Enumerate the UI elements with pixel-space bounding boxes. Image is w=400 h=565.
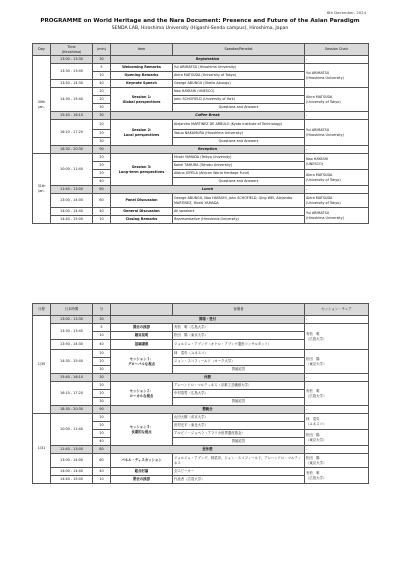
min-cell: 90 [93,406,111,414]
time-cell: 14:00 - 14:40 [51,468,93,476]
speaker-cell: 山田大樹（帝京大学） [173,414,305,422]
min-cell: 20 [93,390,111,398]
item-cell: パネル・ディスカッション [111,454,173,468]
chair-cell: 松田 陽 （東京大学） [305,350,369,374]
speaker-cell: 質疑応答 [173,398,305,406]
speaker-cell: Questions and Answers [173,138,305,146]
min-cell: 20 [93,170,111,178]
chair-cell: 有松 唯 （広島大学） [305,382,369,406]
table-row [33,112,369,120]
time-cell: 15:40 - 16:10 [51,112,93,120]
table-row [33,350,369,358]
speaker-cell: 質疑応答 [173,438,305,446]
table-row [33,406,369,414]
item-cell: Registration [111,56,305,64]
item-cell: 開会の挨拶 [111,324,173,332]
speaker-cell: George ABUNGU (Okello Abungu) [173,80,305,88]
min-cell: 40 [93,80,111,88]
header-min: 分 [93,304,111,316]
table-row [33,194,369,208]
header-speaker: 登壇者 [173,304,305,316]
speaker-cell: All speakers [173,208,305,216]
speaker-cell: John SCHOFIELD (University of York) [173,96,305,104]
programme-table-english [32,43,369,224]
time-cell: 15:40 - 16:10 [51,374,93,382]
chair-cell: 松田 陽 （東京大学） [305,430,369,446]
chair-cell: - [305,112,369,120]
min-cell: 30 [93,374,111,382]
item-cell: 昼休憩 [111,446,305,454]
header-min: (min) [93,44,111,56]
header-item: Item [111,44,173,56]
min-cell: 80 [93,186,111,194]
min-cell: 60 [93,194,111,208]
chair-cell: Yui ARIMATSU (Hiroshima University) [305,208,369,224]
speaker-cell: 代表者（広島大学） [173,476,305,484]
time-cell: 13:00 - 13:30 [51,316,93,324]
table-row [33,56,369,64]
item-cell: セッション３： 長期的な視点 [111,414,173,446]
table-row [33,446,369,454]
time-cell: 18:30 - 20:30 [51,146,93,154]
speaker-cell: Alejandro MARTINEZ DE ARBULO (Kyoto Institute of Technology) [173,120,305,130]
speaker-cell: Questions and Answers [173,104,305,112]
min-cell: 40 [93,438,111,446]
chair-cell: - [305,146,369,154]
header-time: Time (Hiroshima) [51,44,93,56]
header-speaker: Speaker/Panelist [173,44,305,56]
min-cell: 30 [93,56,111,64]
speaker-cell: Akira MATSUDA (University of Tokyo) [173,72,305,80]
min-cell: 20 [93,154,111,162]
time-cell: 11:40 - 13:00 [51,186,93,194]
speaker-cell: ジョン・スコフィールド（ヨーク大学） [173,358,305,366]
chair-cell: 有松 唯 （広島大学） [305,324,369,350]
min-cell: 30 [93,104,111,112]
min-cell: 10 [93,72,111,80]
item-cell: Opening Remarks [111,72,173,80]
chair-cell: Yui ARIMATSU (Hiroshima University) [305,120,369,146]
min-cell: 30 [93,398,111,406]
min-cell: 20 [93,382,111,390]
table-header-row [33,44,369,56]
header-time: 日本時間 [51,304,93,316]
day-cell: 1/31 [33,414,51,484]
speaker-cell: 全スピーカー [173,468,305,476]
speaker-cell: 有松 唯（広島大学） [173,324,305,332]
min-cell: 40 [93,468,111,476]
chair-cell: 松田 陽 （東京大学） [305,454,369,468]
chair-cell: - [305,56,369,64]
item-cell: Lunch [111,186,305,194]
time-cell: 16:10 - 17:20 [51,382,93,406]
speaker-cell: 田村光平（東北大学） [173,422,305,430]
item-cell: Panel Discussion [111,194,173,208]
item-cell: Session 1: Global perspectives [111,88,173,112]
chair-cell: 林 菜央 （ユネスコ） [305,414,369,430]
page-subtitle: SENDA LAB, Hiroshima University (Higashi-Senda campus), Hiroshima, Japan [111,26,289,31]
time-cell: 14:40 - 15:00 [51,216,93,224]
min-cell: 20 [93,96,111,104]
time-cell: 13:50 - 14:30 [51,80,93,88]
item-cell: Reception [111,146,305,154]
item-cell: 懇親会 [111,406,305,414]
table-row [33,414,369,422]
chair-cell: Nao HAYASHI (UNESCO) [305,154,369,170]
min-cell: 90 [93,146,111,154]
speaker-cell: ジョルジュ・アブング（オケロ・アブング遺産コンサルタント） [173,340,305,350]
chair-cell: - [305,374,369,382]
speaker-cell: Albino JOPELA (African World Heritage Fund) [173,170,305,178]
time-cell: 10:00 - 11:40 [51,154,93,186]
item-cell: セッション１： グローバルな視点 [111,350,173,374]
item-cell: Session 2: Local perspectives [111,120,173,146]
min-cell: 30 [93,366,111,374]
speaker-cell: アレハンドロ・マルティネス（京都工芸繊維大学） [173,382,305,390]
item-cell: Closing Remarks [111,216,173,224]
speaker-cell: George ABUNGU, Nao HAYASHI, John SCHOFIELD, Qing WEI, Alejandro MARTINEZ, Hiroki YAMADA [173,194,305,208]
item-cell: 閉会の挨拶 [111,476,173,484]
header-chair: Session Chair [305,44,369,56]
table-row [33,186,369,194]
min-cell: 80 [93,446,111,454]
table-header-row [33,304,369,316]
min-cell: 40 [93,178,111,186]
min-cell: 60 [93,454,111,468]
table-row [33,146,369,154]
header-day: 日程 [33,304,51,316]
speaker-cell: Hiroki YAMADA (Teikyo University) [173,154,305,162]
time-cell: 13:30 - 13:45 [51,64,93,80]
item-cell: Session 3: Long-term perspectives [111,154,173,186]
header-item [111,304,173,316]
speaker-cell: Nao HAYASHI (UNESCO) [173,88,305,96]
time-cell: 13:30 - 13:45 [51,324,93,340]
table-row [33,382,369,390]
table-row [33,454,369,468]
table-row [33,154,369,162]
table-row [33,120,369,130]
min-cell: 20 [93,430,111,438]
time-cell: 13:00 - 13:30 [51,56,93,64]
item-cell: 基調講演 [111,340,173,350]
chair-cell: Akira MATSUDA (University of Tokyo) [305,170,369,186]
table-row [33,374,369,382]
time-cell: 16:10 - 17:20 [51,120,93,146]
speaker-cell: 林 菜央（ユネスコ） [173,350,305,358]
day-cell: 30th Jan. [33,56,51,154]
speaker-cell: アルビノ・ジョペラ（アフリカ世界遺産基金） [173,430,305,438]
item-cell: 総合討論 [111,468,173,476]
item-cell: セッション２： ローカルな視点 [111,382,173,406]
time-cell: 14:30 - 15:40 [51,88,93,112]
time-cell: 14:00 - 14:40 [51,208,93,216]
chair-cell: - [305,446,369,454]
speaker-cell: ジョルジュ・アブング、林菜央、ジョン・スコフィールド、アレハンドロ・マルティネス [173,454,305,468]
header-day: Day [33,44,51,56]
min-cell: 30 [93,138,111,146]
item-cell: Coffee Break [111,112,305,120]
item-cell: 趣旨説明 [111,332,173,340]
day-cell: 1/30 [33,316,51,414]
table-row [33,468,369,476]
chair-cell: - [305,316,369,324]
speaker-cell: Questions and Answers [173,178,305,186]
chair-cell: - [305,186,369,194]
chair-cell: Akira MATSUDA (University of Tokyo) [305,194,369,208]
speaker-cell: Kohei TAMURA (Tohoku University) [173,162,305,170]
page-title: PROGRAMME on World Heritage and the Nara Document: Presence and Future of the Asian Paradigm [40,18,360,24]
table-row [33,316,369,324]
min-cell: 20 [93,414,111,422]
min-cell: 10 [93,216,111,224]
chair-cell: 有松 唯 （広島大学） [305,468,369,484]
speaker-cell: 松田 陽（東京大学） [173,332,305,340]
min-cell: 20 [93,350,111,358]
item-cell: General Discussion [111,208,173,216]
table-row [33,324,369,332]
time-cell: 13:00 - 14:00 [51,454,93,468]
speaker-cell: Yui ARIMATSU (Hiroshima University) [173,64,305,72]
time-cell: 14:40 - 15:00 [51,476,93,484]
time-cell: 14:30 - 15:40 [51,350,93,374]
speaker-cell: 中村泰男（広島大学） [173,390,305,398]
item-cell: Keynote Speech [111,80,173,88]
min-cell: 5 [93,64,111,72]
min-cell: 20 [93,120,111,130]
chair-cell: - [305,406,369,414]
time-cell: 11:40 - 13:00 [51,446,93,454]
time-cell: 10:00 - 11:40 [51,414,93,446]
time-cell: 13:00 - 14:00 [51,194,93,208]
min-cell: 20 [93,88,111,96]
table-row [33,208,369,216]
min-cell: 30 [93,112,111,120]
table-row [33,88,369,96]
min-cell: 30 [93,316,111,324]
min-cell: 20 [93,358,111,366]
min-cell: 20 [93,162,111,170]
min-cell: 10 [93,476,111,484]
min-cell: 20 [93,130,111,138]
item-cell: 休憩 [111,374,305,382]
chair-cell: Akira MATSUDA (University of Tokyo) [305,88,369,112]
speaker-cell: Yasuo NAKAMURA (Hiroshima University) [173,130,305,138]
speaker-cell: 質疑応答 [173,366,305,374]
document-date: 6th December, 2024 [326,10,366,15]
chair-cell: Yui ARIMATSU (Hiroshima University) [305,64,369,88]
min-cell: 10 [93,332,111,340]
min-cell: 5 [93,324,111,332]
header-chair: セッション・チェア [305,304,369,316]
day-cell: 31th Jan. [33,154,51,224]
table-row [33,64,369,72]
item-cell: 開場・受付 [111,316,305,324]
min-cell: 40 [93,340,111,350]
programme-table-japanese [32,303,369,484]
time-cell: 18:30 - 20:30 [51,406,93,414]
item-cell: Welcoming Remarks [111,64,173,72]
min-cell: 20 [93,422,111,430]
time-cell: 13:50 - 14:30 [51,340,93,350]
speaker-cell: Representative (Hiroshima University) [173,216,305,224]
min-cell: 40 [93,208,111,216]
